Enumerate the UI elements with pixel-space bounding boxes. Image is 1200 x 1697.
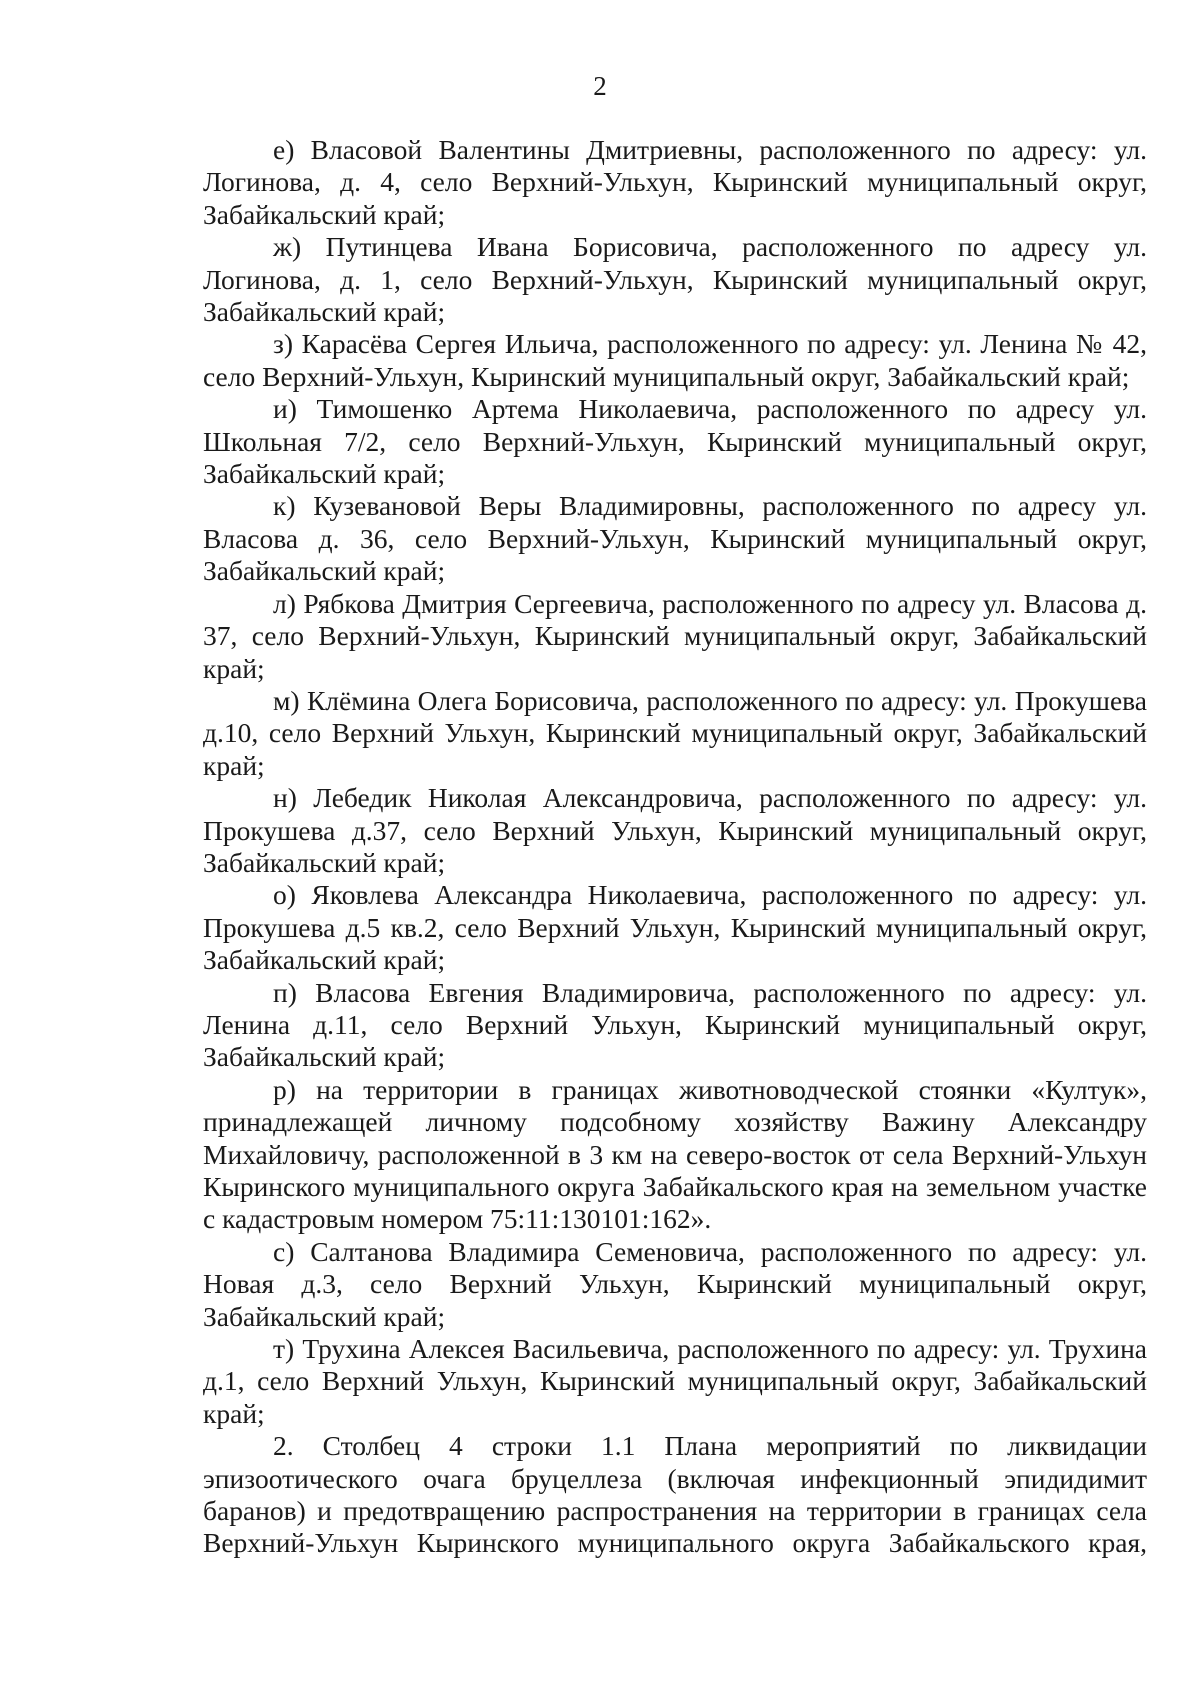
paragraph-o: о) Яковлева Александра Николаевича, расположенного по адресу: ул. Прокушева д.5 кв.2, село Верхний Ульхун, Кыринский муниципальный округ, Забайкальский край;: [203, 879, 1147, 976]
page-number: 2: [593, 71, 607, 101]
paragraph-item-2: 2. Столбец 4 строки 1.1 Плана мероприятий по ликвидации эпизоотического очага бруцеллеза (включая инфекционный эпидидимит баранов) и предотвращению распространения на территории в границах села Верхний-Ульхун Кыринского муниципального округа Забайкальского края,: [203, 1430, 1147, 1559]
paragraph-t: т) Трухина Алексея Васильевича, расположенного по адресу: ул. Трухина д.1, село Верхний Ульхун, Кыринский муниципальный округ, Забайкальский край;: [203, 1333, 1147, 1429]
paragraph-l: л) Рябкова Дмитрия Сергеевича, расположенного по адресу ул. Власова д. 37, село Верхний-Ульхун, Кыринский муниципальный округ, Забайкальский край;: [203, 587, 1147, 684]
paragraph-r: р) на территории в границах животноводческой стоянки «Култук», принадлежащей личному подсобному хозяйству Важину Александру Михайловичу, расположенной в 3 км на северо-восток от села Верхний-Ульхун Кыринского муниципального округа Забайкальского края на земельном участке с кадастровым номером 75:11:130101:162».: [203, 1073, 1147, 1235]
paragraph-p: п) Власова Евгения Владимировича, расположенного по адресу: ул. Ленина д.11, село Верхний Ульхун, Кыринский муниципальный округ, Забайкальский край;: [203, 976, 1147, 1073]
paragraph-z: з) Карасёва Сергея Ильича, расположенного по адресу: ул. Ленина № 42, село Верхний-Ульхун, Кыринский муниципальный округ, Забайкальский край;: [203, 328, 1147, 392]
paragraph-e: е) Власовой Валентины Дмитриевны, расположенного по адресу: ул. Логинова, д. 4, село Верхний-Ульхун, Кыринский муниципальный округ, Забайкальский край;: [203, 134, 1147, 230]
paragraph-n: н) Лебедик Николая Александровича, расположенного по адресу: ул. Прокушева д.37, село Верхний Ульхун, Кыринский муниципальный округ, Забайкальский край;: [203, 782, 1147, 878]
paragraph-i: и) Тимошенко Артема Николаевича, расположенного по адресу ул. Школьная 7/2, село Верхний-Ульхун, Кыринский муниципальный округ, Забайкальский край;: [203, 393, 1147, 490]
paragraph-m: м) Клёмина Олега Борисовича, расположенного по адресу: ул. Прокушева д.10, село Верхний Ульхун, Кыринский муниципальный округ, Забайкальский край;: [203, 684, 1147, 781]
paragraph-zh: ж) Путинцева Ивана Борисовича, расположенного по адресу ул. Логинова, д. 1, село Верхний-Ульхун, Кыринский муниципальный округ, Забайкальский край;: [203, 231, 1147, 328]
paragraph-s: с) Салтанова Владимира Семеновича, расположенного по адресу: ул. Новая д.3, село Верхний Ульхун, Кыринский муниципальный округ, Забайкальский край;: [203, 1235, 1147, 1332]
document-body: [203, 134, 1147, 1560]
paragraph-k: к) Кузевановой Веры Владимировны, расположенного по адресу ул. Власова д. 36, село Верхний-Ульхун, Кыринский муниципальный округ, Забайкальский край;: [203, 490, 1147, 587]
